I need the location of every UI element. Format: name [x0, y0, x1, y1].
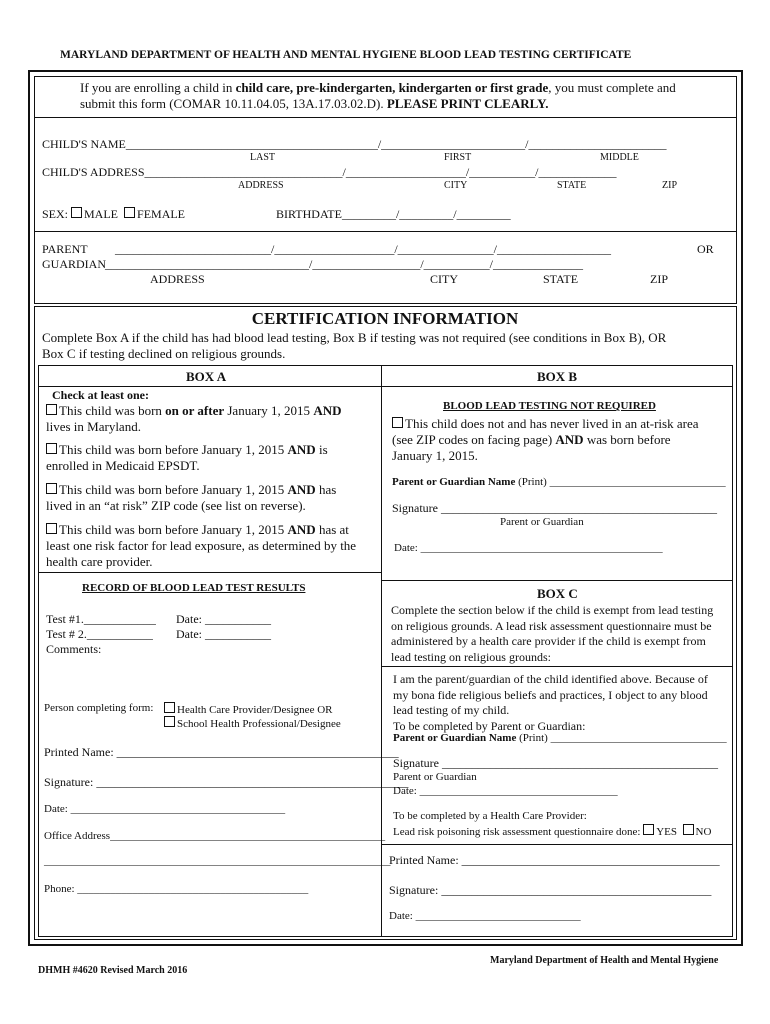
- female-checkbox[interactable]: [124, 207, 135, 218]
- box-c-date2-field[interactable]: Date: ______________________________: [389, 910, 581, 922]
- guardian-label: GUARDIAN: [42, 257, 106, 271]
- person-opt-2: School Health Professional/Designee: [164, 716, 341, 730]
- questionnaire-row: Lead risk poisoning risk assessment questionnaire done: YES NO: [393, 826, 712, 838]
- intro-text: If you are enrolling a child in child care, pre-kindergarten, kindergarten or first grade, you must complete and: [80, 80, 676, 95]
- box-a-option-2: This child was born before January 1, 2015 AND is enrolled in Medicaid EPSDT.: [46, 442, 328, 473]
- parent-label: PARENT: [42, 242, 88, 256]
- label-last: LAST: [250, 152, 275, 163]
- office-address-line-2[interactable]: _______________________________________________________________: [44, 855, 391, 867]
- box-a-option-1-checkbox[interactable]: [46, 404, 57, 415]
- box-a-option-4: This child was born before January 1, 2015 AND has at least one risk factor for lead exposure, as determined by the health care provider.: [46, 522, 357, 569]
- footer-form-id: DHMH #4620 Revised March 2016: [38, 965, 188, 976]
- health-care-provider-checkbox[interactable]: [164, 702, 175, 713]
- label-first: FIRST: [444, 152, 472, 163]
- male-checkbox[interactable]: [71, 207, 82, 218]
- box-c-title: BOX C: [537, 586, 578, 601]
- box-c-provider-label: To be completed by a Health Care Provider:: [393, 810, 587, 822]
- sex-row: SEX: MALE FEMALE: [42, 207, 186, 221]
- box-b-sig-caption: Parent or Guardian: [500, 516, 584, 528]
- test2-field[interactable]: Test # 2.___________: [46, 627, 153, 641]
- childs-address-field[interactable]: CHILD'S ADDRESS_________________________________/____________________/___________/_____________: [42, 165, 617, 179]
- label-address: ADDRESS: [238, 180, 284, 191]
- person-opt-1: Health Care Provider/Designee OR: [164, 702, 332, 716]
- label-zip: ZIP: [662, 180, 677, 191]
- box-a-title: BOX A: [186, 369, 227, 384]
- box-a-printed-name-field[interactable]: Printed Name: _______________________________________________: [44, 745, 399, 759]
- box-b-parent-name-field[interactable]: Parent or Guardian Name (Print) ________________________________: [392, 476, 726, 488]
- label-middle: MIDDLE: [600, 152, 639, 163]
- comments-field[interactable]: Comments:: [46, 642, 102, 656]
- certification-text-2: Box C if testing declined on religious grounds.: [42, 346, 286, 361]
- childs-name-field[interactable]: CHILD'S NAME__________________________________________/________________________/_______________________: [42, 137, 667, 151]
- box-a-option-1: This child was born on or after January 1, 2015 AND lives in Maryland.: [46, 403, 342, 434]
- form-title: MARYLAND DEPARTMENT OF HEALTH AND MENTAL HYGIENE BLOOD LEAD TESTING CERTIFICATE: [60, 49, 632, 61]
- footer-dept: Maryland Department of Health and Mental Hygiene: [490, 955, 719, 966]
- certification-text-1: Complete Box A if the child has had blood lead testing, Box B if testing was not required (see conditions in Box B), OR: [42, 330, 667, 345]
- label-city: CITY: [444, 180, 468, 191]
- label-state: STATE: [557, 180, 587, 191]
- box-b-date-field[interactable]: Date: ____________________________________________: [394, 542, 663, 554]
- box-c-parent-name-field[interactable]: Parent or Guardian Name (Print) ________________________________: [393, 732, 727, 744]
- box-c-statement: I am the parent/guardian of the child identified above. Because of my bona fide religious beliefs and practices, I object to any blood lead testing of my child. To be completed by Parent or Guardian:: [393, 672, 708, 733]
- no-checkbox[interactable]: [683, 824, 694, 835]
- parent-label-address: ADDRESS: [150, 272, 205, 286]
- parent-field[interactable]: __________________________/____________________/________________/___________________: [115, 242, 612, 256]
- birthdate-field[interactable]: BIRTHDATE_________/_________/_________: [276, 207, 511, 221]
- parent-label-zip: ZIP: [650, 272, 668, 286]
- yes-checkbox[interactable]: [643, 824, 654, 835]
- box-c-signature2-field[interactable]: Signature: _____________________________________________: [389, 883, 712, 897]
- box-a-option-3-checkbox[interactable]: [46, 483, 57, 494]
- guardian-field[interactable]: __________________________________/__________________/___________/_______________: [105, 257, 584, 271]
- office-address-field[interactable]: Office Address__________________________________________________: [44, 830, 386, 842]
- box-c-intro: Complete the section below if the child is exempt from lead testing on religious grounds. A lead risk assessment questionnaire must be administered by a health care provider if the child is exempt from lead testing on religious grounds:: [391, 603, 714, 664]
- box-b-subtitle: BLOOD LEAD TESTING NOT REQUIRED: [443, 400, 656, 412]
- school-health-checkbox[interactable]: [164, 716, 175, 727]
- box-c-sig-caption: Parent or Guardian: [393, 771, 477, 783]
- box-c-signature-field[interactable]: Signature ______________________________________________: [393, 756, 718, 770]
- record-title: RECORD OF BLOOD LEAD TEST RESULTS: [82, 582, 306, 594]
- box-c-date-field[interactable]: Date: ____________________________________: [393, 785, 618, 797]
- date2-field[interactable]: Date: ___________: [176, 627, 271, 641]
- test1-field[interactable]: Test #1.____________: [46, 612, 156, 626]
- date1-field[interactable]: Date: ___________: [176, 612, 271, 626]
- parent-label-city: CITY: [430, 272, 458, 286]
- box-b-signature-field[interactable]: Signature ______________________________________________: [392, 501, 717, 515]
- box-a-signature-field[interactable]: Signature: ____________________________________________________: [44, 775, 409, 789]
- box-a-option-2-checkbox[interactable]: [46, 443, 57, 454]
- phone-field[interactable]: Phone: __________________________________________: [44, 883, 309, 895]
- certification-title: CERTIFICATION INFORMATION: [251, 309, 519, 328]
- intro-text-2: submit this form (COMAR 10.11.04.05, 13A.17.03.02.D). PLEASE PRINT CLEARLY.: [80, 96, 549, 111]
- box-b-title: BOX B: [537, 369, 578, 384]
- box-c-printed-name-field[interactable]: Printed Name: ___________________________________________: [389, 853, 720, 867]
- parent-or: OR: [697, 242, 714, 256]
- box-a-option-3: This child was born before January 1, 2015 AND has lived in an “at risk” ZIP code (see list on reverse).: [46, 482, 337, 513]
- person-completing-label: Person completing form:: [44, 702, 154, 714]
- box-b-checkbox[interactable]: [392, 417, 403, 428]
- parent-label-state: STATE: [543, 272, 579, 286]
- box-a-date-field[interactable]: Date: _______________________________________: [44, 803, 286, 815]
- check-at-least-one: Check at least one:: [52, 388, 149, 402]
- box-a-option-4-checkbox[interactable]: [46, 523, 57, 534]
- box-b-statement: This child does not and has never lived in an at-risk area (see ZIP codes on facing page) AND was born before January 1, 2015.: [392, 416, 699, 463]
